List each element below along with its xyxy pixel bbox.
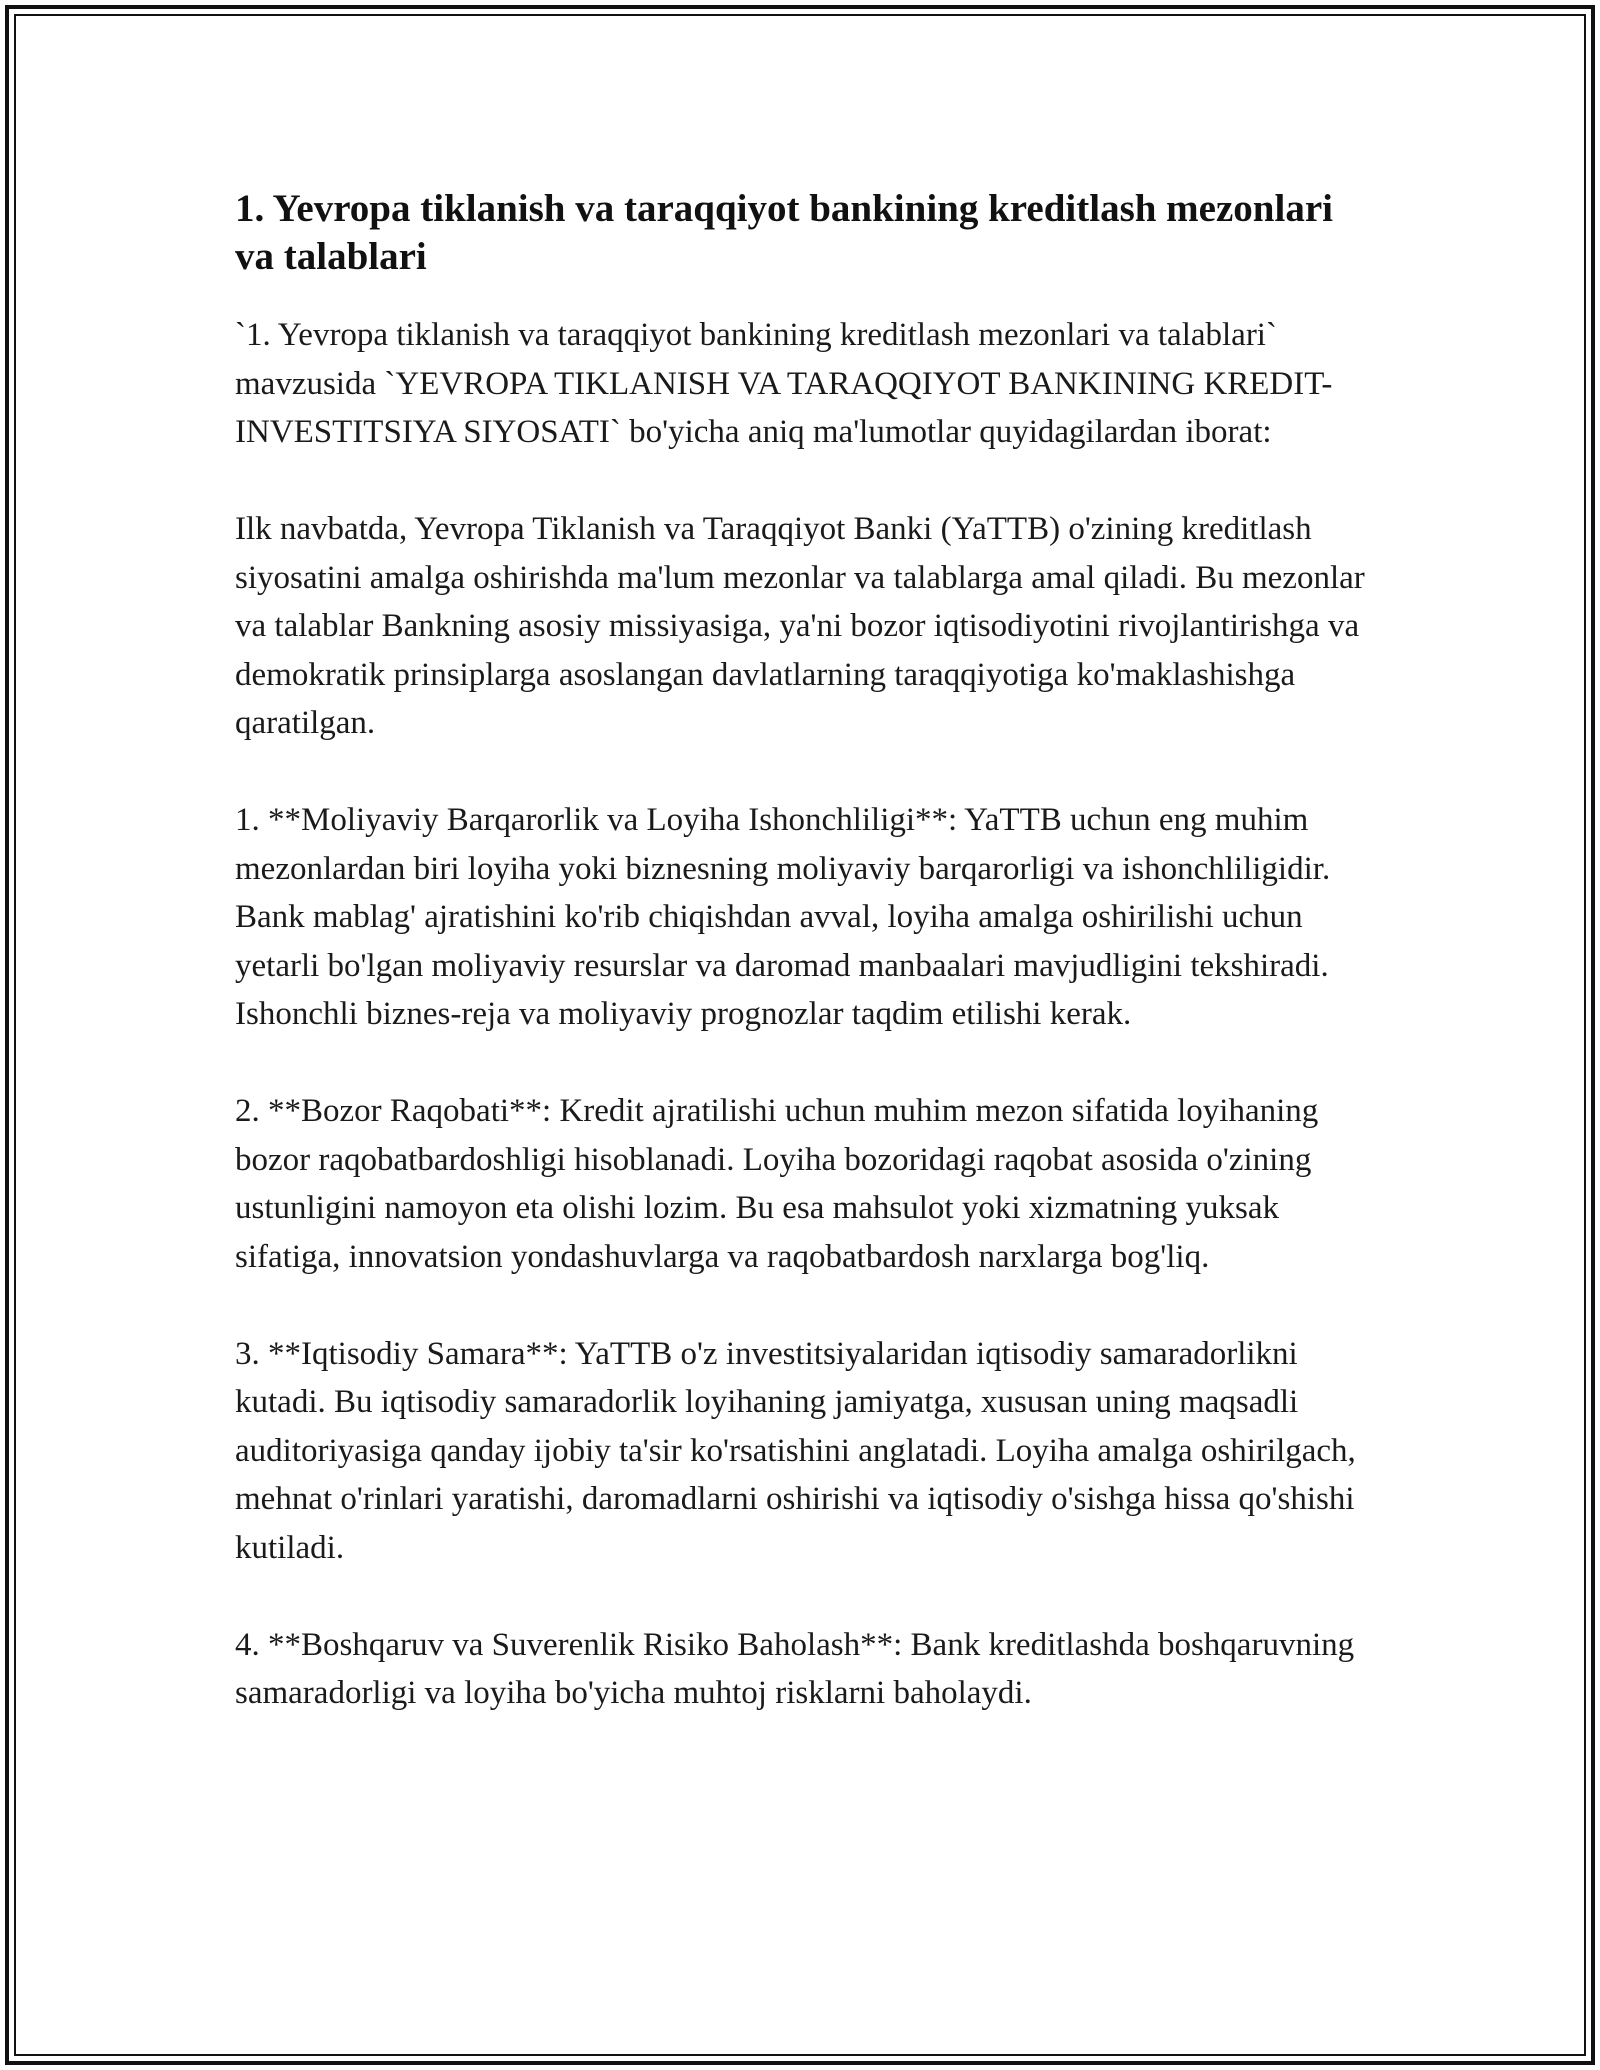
document-body xyxy=(235,185,1365,1766)
document-title: 1. Yevropa tiklanish va taraqqiyot bankining kreditlash mezonlari va talablari xyxy=(235,187,1333,278)
criterion-1-paragraph: 1. **Moliyaviy Barqarorlik va Loyiha Ishonchliligi**: YaTTB uchun eng muhim mezonlardan biri loyiha yoki biznesning moliyaviy barqarorligi va ishonchliligidir. Bank mablag' ajratishini ko'rib chiqishdan avval, loyiha amalga oshirilishi uchun yetarli bo'lgan moliyaviy resurslar va daromad manbaalari mavjudligini tekshiradi. Ishonchli biznes-reja va moliyaviy prognozlar taqdim etilishi kerak. xyxy=(235,802,1331,1032)
intro-paragraph: `1. Yevropa tiklanish va taraqqiyot bankining kreditlash mezonlari va talablari` mavzusida `YEVROPA TIKLANISH VA TARAQQIYOT BANKINING KREDIT-INVESTITSIYA SIYOSATI` bo'yicha aniq ma'lumotlar quyidagilardan iborat: xyxy=(235,317,1333,450)
criterion-4-paragraph: 4. **Boshqaruv va Suverenlik Risiko Baholash**: Bank kreditlashda boshqaruvning samaradorligi va loyiha bo'yicha muhtoj risklarni baholaydi. xyxy=(235,1626,1355,1711)
criterion-2-paragraph: 2. **Bozor Raqobati**: Kredit ajratilishi uchun muhim mezon sifatida loyihaning bozor raqobatbardoshligi hisoblanadi. Loyiha bozoridagi raqobat asosida o'zining ustunligini namoyon eta olishi lozim. Bu esa mahsulot yoki xizmatning yuksak sifatiga, innovatsion yondashuvlarga va raqobatbardosh narxlarga bog'liq. xyxy=(235,1093,1319,1275)
criterion-3-paragraph: 3. **Iqtisodiy Samara**: YaTTB o'z investitsiyalaridan iqtisodiy samaradorlikni kutadi. Bu iqtisodiy samaradorlik loyihaning jamiyatga, xususan uning maqsadli auditoriyasiga qanday ijobiy ta'sir ko'rsatishini anglatadi. Loyiha amalga oshirilgach, mehnat o'rinlari yaratishi, daromadlarni oshirishi va iqtisodiy o'sishga hissa qo'shishi kutiladi. xyxy=(235,1335,1356,1566)
overview-paragraph: Ilk navbatda, Yevropa Tiklanish va Taraqqiyot Banki (YaTTB) o'zining kreditlash siyosatini amalga oshirishda ma'lum mezonlar va talablarga amal qiladi. Bu mezonlar va talablar Bankning asosiy missiyasiga, ya'ni bozor iqtisodiyotini rivojlantirishga va demokratik prinsiplarga asoslangan davlatlarning taraqqiyotiga ko'maklashishga qaratilgan. xyxy=(235,511,1365,741)
